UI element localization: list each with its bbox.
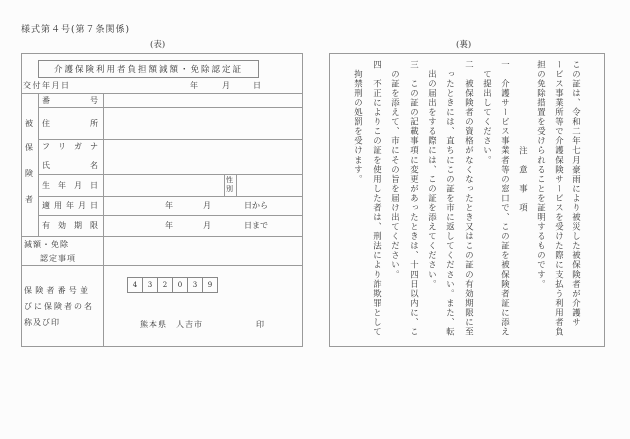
name-label: 氏 名	[42, 161, 98, 170]
back-text-column: 一 介護サービス事業者等の窓口で、この証を被保険者証に添え	[500, 60, 511, 337]
expiry-label: 有 効 期 限	[42, 221, 98, 230]
seal-mark: 印	[256, 320, 264, 329]
exemption-label-line1: 減額・免除	[24, 240, 69, 249]
back-text-column: 出の届出をする際には、この証を添えてください。	[427, 60, 438, 289]
sex-label: 性 別	[226, 176, 233, 193]
back-text-column: 担の免除措置を受けられることを証明するものです。	[536, 60, 547, 289]
insurer-label-line: 保険者番号並	[24, 286, 92, 295]
back-text-column: ったときには、直ちにこの証を市に返してください。また、転	[445, 60, 456, 337]
back-text-column: 四 不正によりこの証を使用した者は、刑法により詐欺罪として	[372, 60, 383, 337]
divider	[38, 107, 303, 108]
insured-label-char: 者	[25, 195, 33, 204]
furigana-label: フ リ ガ ナ	[42, 142, 98, 151]
expiry-day-unit: 日まで	[244, 221, 268, 230]
divider	[21, 93, 303, 94]
divider	[236, 174, 237, 196]
insurer-digit: 3	[187, 277, 203, 293]
applicable-year-unit: 年	[165, 201, 173, 210]
issue-date-label: 交付年月日	[23, 81, 71, 90]
divider	[38, 139, 303, 140]
issue-day-unit: 日	[253, 81, 261, 90]
back-text-column: 二 被保険者の資格がなくなったとき又はこの証の有効期限に至	[464, 60, 475, 337]
divider	[38, 174, 303, 175]
insurer-label-line: びに保険者の名	[24, 302, 94, 311]
divider	[21, 265, 303, 266]
number-label: 番 号	[42, 96, 98, 105]
insured-label-char: 被	[25, 119, 33, 128]
divider	[21, 236, 303, 237]
issue-month-unit: 月	[222, 81, 230, 90]
expiry-year-unit: 年	[165, 221, 173, 230]
insurer-name: 熊本県 人吉市	[140, 320, 203, 329]
front-side-label: (表)	[150, 40, 166, 50]
back-text-column: 拘禁刑の処罰を受けます。	[353, 60, 364, 185]
divider	[38, 215, 303, 216]
divider	[224, 174, 225, 196]
divider	[38, 93, 39, 236]
address-label: 住 所	[42, 119, 98, 128]
insured-label-char: 険	[25, 169, 33, 178]
insurer-number-boxes	[128, 277, 218, 293]
divider	[38, 196, 303, 197]
insured-label-char: 保	[25, 143, 33, 152]
back-text-column: 三 この証の記載事項に変更があったときは、十四日以内に、こ	[409, 60, 420, 337]
notes-heading: 注 意 事 項	[518, 146, 529, 213]
back-text-column: て提出してください。	[482, 60, 493, 165]
exemption-label-line2: 認定事項	[40, 254, 76, 263]
issue-year-unit: 年	[190, 81, 198, 90]
form-number: 様式第４号(第７条関係)	[21, 25, 131, 35]
divider	[103, 93, 104, 346]
insurer-label-line: 称及び印	[24, 318, 60, 327]
insurer-digit: 2	[157, 277, 173, 293]
applicable-date-label: 適 用 年 月 日	[42, 201, 98, 210]
applicable-day-unit: 日から	[244, 201, 268, 210]
expiry-month-unit: 月	[203, 221, 211, 230]
back-text-column: の証を添えて、市にその旨を届け出てください。	[390, 60, 401, 280]
birthdate-label: 生 年 月 日	[42, 181, 98, 190]
back-text-column: この証は、令和二年七月豪雨により被災した被保険者が介護サ	[571, 60, 582, 328]
certificate-title: 介護保険利用者負担額減額・免除認定証	[38, 60, 259, 78]
back-side-label: (裏)	[456, 40, 472, 50]
insurer-digit: 4	[127, 277, 143, 293]
insurer-digit: 0	[172, 277, 188, 293]
insurer-digit: 3	[142, 277, 158, 293]
applicable-month-unit: 月	[203, 201, 211, 210]
insurer-digit: 9	[202, 277, 218, 293]
back-text-column: ービス事業所等で介護保険サービスを受けた際に支払う利用者負	[554, 60, 565, 337]
